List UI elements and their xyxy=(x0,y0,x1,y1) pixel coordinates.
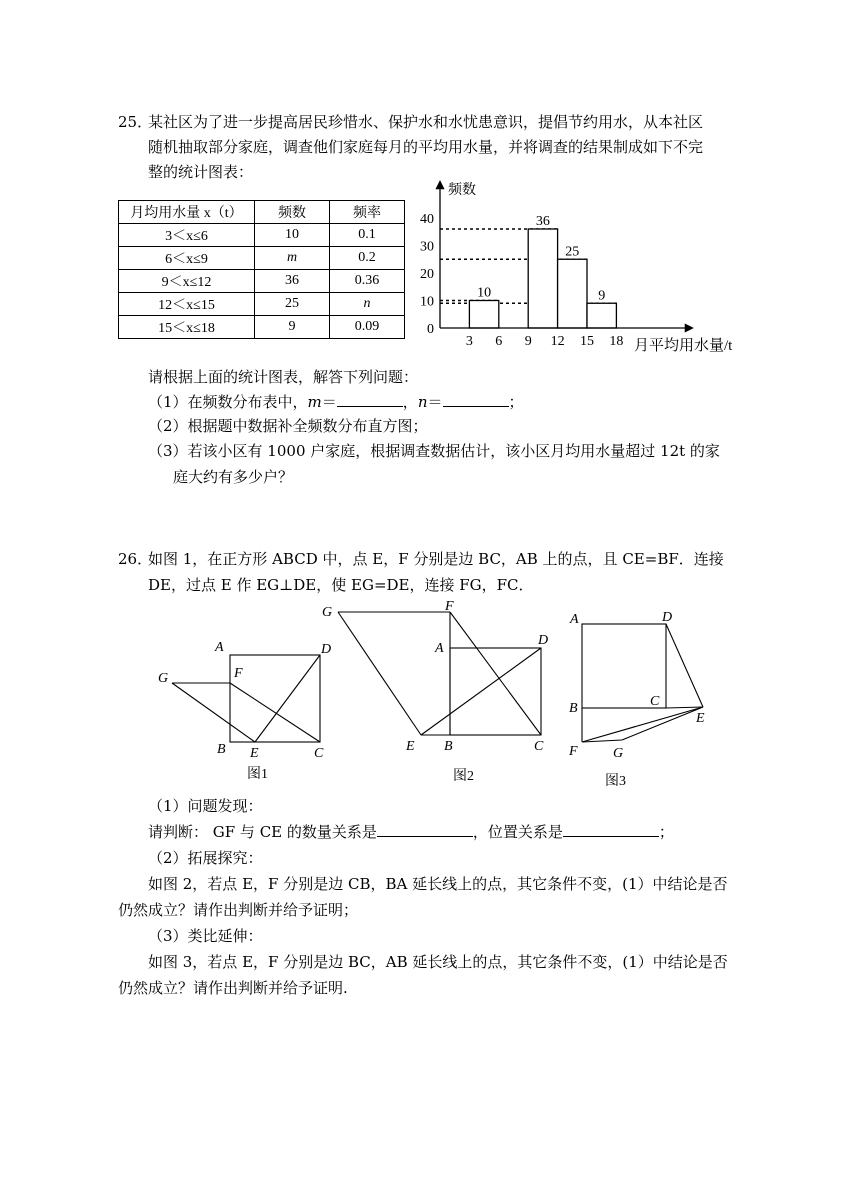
q26-line-1: 如图 1，在正方形 ABCD 中，点 E，F 分别是边 BC，AB 上的点，且 CE=BF．连接 xyxy=(148,550,724,568)
table-row xyxy=(119,270,405,293)
answer-blank-quantity[interactable] xyxy=(377,822,473,837)
q25-sub2: （2）根据题中数据补全频数分布直方图； xyxy=(148,417,428,435)
frequency-table xyxy=(118,200,405,339)
histogram-bar xyxy=(469,301,498,329)
table-cell: 0.2 xyxy=(330,247,405,270)
q26-part2-title: （2）拓展探究： xyxy=(148,849,263,867)
point-label-c: C xyxy=(314,746,324,761)
sub1-text: （1）在频数分布表中， xyxy=(148,393,308,411)
point-label-b: B xyxy=(217,742,226,757)
q26-part2-line2: 仍然成立？请作出判断并给予证明； xyxy=(118,901,359,919)
figure-3 xyxy=(565,603,715,793)
x-tick-label: 12 xyxy=(550,334,565,349)
point-label-f: F xyxy=(445,599,454,614)
q26-part1-question xyxy=(148,822,674,842)
table-row xyxy=(119,247,405,270)
point-label-a: A xyxy=(215,640,224,655)
figure-3-caption: 图3 xyxy=(605,774,626,789)
table-header: 频率 xyxy=(330,201,405,224)
eq-sign: ＝ xyxy=(321,393,337,411)
table-cell: 0.36 xyxy=(330,270,405,293)
y-tick-label: 10 xyxy=(420,294,434,310)
q26-part3-title: （3）类比延伸： xyxy=(148,927,263,945)
histogram-bar xyxy=(528,229,557,328)
table-cell: 12＜x≤15 xyxy=(119,293,255,316)
q26-part1-title: （1）问题发现： xyxy=(148,797,263,815)
point-label-d: D xyxy=(538,633,549,648)
histogram-bar xyxy=(558,259,587,328)
figure-2 xyxy=(318,598,563,788)
table-header: 频数 xyxy=(255,201,330,224)
y-tick-label: 40 xyxy=(420,212,434,227)
var-n: n xyxy=(417,393,428,411)
sub1-end: ； xyxy=(508,393,524,411)
point-label-a: A xyxy=(570,612,579,627)
x-tick-label: 9 xyxy=(524,334,532,349)
q25-prompt: 请根据上面的统计图表，解答下列问题： xyxy=(148,368,419,386)
table-cell: n xyxy=(330,293,405,316)
bar-data-label: 25 xyxy=(565,244,580,260)
point-label-b: B xyxy=(569,701,578,716)
point-label-g: G xyxy=(613,746,624,761)
table-header-row xyxy=(119,201,405,224)
point-label-a: A xyxy=(435,641,444,656)
q25-line-2: 随机抽取部分家庭，调查他们家庭每月的平均用水量，并将调查的结果制成如下不完 xyxy=(148,138,704,156)
part1-text-a: 请判断： GF 与 CE 的数量关系是 xyxy=(148,823,377,841)
q26-part2-line1: 如图 2，若点 E，F 分别是边 CB，BA 延长线上的点，其它条件不变，(1）中结论是否 xyxy=(148,875,728,893)
point-label-b: B xyxy=(444,739,453,754)
answer-blank-m[interactable] xyxy=(337,392,403,407)
x-tick-label: 18 xyxy=(609,334,624,349)
point-label-g: G xyxy=(322,605,333,620)
y-axis-label: 频数 xyxy=(448,183,476,198)
x-tick-label: 15 xyxy=(580,334,594,349)
y-tick-label: 20 xyxy=(420,267,434,282)
table-row xyxy=(119,224,405,247)
answer-blank-n[interactable] xyxy=(443,392,509,407)
histogram-bar xyxy=(587,303,616,328)
x-tick-label: 6 xyxy=(495,334,503,349)
y-tick-label: 30 xyxy=(420,239,434,255)
table-cell: 6＜x≤9 xyxy=(119,247,255,270)
point-label-c: C xyxy=(650,694,660,709)
table-row xyxy=(119,293,405,316)
table-row xyxy=(119,316,405,339)
table-cell: 0.09 xyxy=(330,316,405,339)
bar-data-label: 10 xyxy=(477,285,492,301)
figure-1-caption: 图1 xyxy=(247,767,268,782)
point-label-c: C xyxy=(534,739,544,754)
bar-data-label: 36 xyxy=(535,214,550,229)
frequency-histogram xyxy=(412,178,757,358)
eq-sign: ＝ xyxy=(427,393,443,411)
point-label-d: D xyxy=(321,642,332,657)
table-cell: 3＜x≤6 xyxy=(119,224,255,247)
table-cell: 9＜x≤12 xyxy=(119,270,255,293)
q26-line-2: DE，过点 E 作 EG⊥DE，使 EG=DE，连接 FG，FC． xyxy=(148,576,534,594)
figure-2-caption: 图2 xyxy=(453,769,474,784)
q25-line-1: 某社区为了进一步提高居民珍惜水、保护水和水忧患意识，提倡节约用水，从本社区 xyxy=(148,113,704,131)
x-axis-label: 月平均用水量/t xyxy=(634,338,733,354)
var-m: m xyxy=(307,393,322,411)
x-tick-label: 3 xyxy=(465,334,473,349)
table-cell: 10 xyxy=(255,224,330,247)
q25-line-3: 整的统计图表： xyxy=(148,163,254,181)
table-cell: 15＜x≤18 xyxy=(119,316,255,339)
part1-end: ； xyxy=(658,823,674,841)
q26-number: 26． xyxy=(118,550,153,568)
point-label-e: E xyxy=(406,739,415,754)
table-cell: 25 xyxy=(255,293,330,316)
q26-part3-line2: 仍然成立？请作出判断并给予证明. xyxy=(118,979,348,997)
part1-text-b: ，位置关系是 xyxy=(472,823,563,841)
point-label-g: G xyxy=(158,671,169,686)
q25-sub3-line1: （3）若该小区有 1000 户家庭，根据调查数据估计，该小区月均用水量超过 12t 的家 xyxy=(148,442,720,460)
table-cell: 9 xyxy=(255,316,330,339)
q25-sub1 xyxy=(148,392,524,412)
point-label-d: D xyxy=(662,610,673,625)
bar-data-label: 9 xyxy=(598,288,606,304)
q25-sub3-line2: 庭大约有多少户？ xyxy=(173,468,294,486)
q25-number: 25． xyxy=(118,113,153,131)
point-label-f: F xyxy=(569,744,578,759)
table-cell: 0.1 xyxy=(330,224,405,247)
point-label-e: E xyxy=(696,711,705,726)
table-header: 月均用水量 x（t） xyxy=(119,201,255,224)
answer-blank-position[interactable] xyxy=(563,822,659,837)
q26-part3-line1: 如图 3，若点 E，F 分别是边 BC，AB 延长线上的点，其它条件不变，(1）中结论是否 xyxy=(148,953,728,971)
y-tick-label: 0 xyxy=(427,322,434,337)
table-cell: 36 xyxy=(255,270,330,293)
point-label-e: E xyxy=(250,746,259,761)
point-label-f: F xyxy=(234,666,243,681)
table-cell: m xyxy=(255,247,330,270)
separator: ， xyxy=(402,393,418,411)
